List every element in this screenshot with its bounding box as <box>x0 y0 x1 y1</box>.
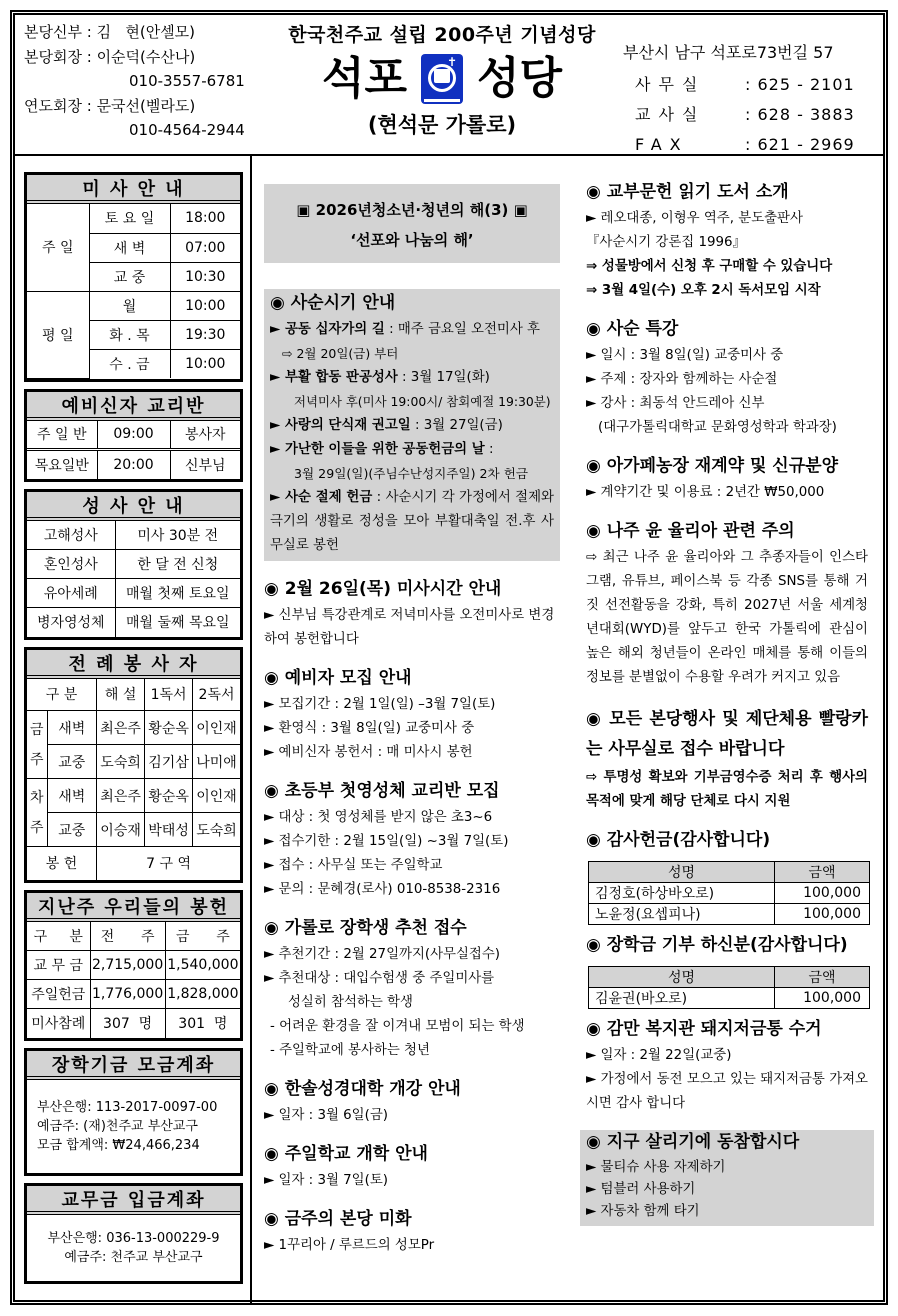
middle-column <box>264 184 560 1272</box>
week-label: 금주 <box>27 711 47 779</box>
reader1: 김기삼 <box>145 745 193 779</box>
staff-value: 이순덕(수산나) <box>96 47 196 66</box>
bank-account: 부산은행: 036-13-000229-9 <box>47 1230 220 1246</box>
lent-item: 3월 29일(일)(주님수난성지주일) 2차 헌금 <box>294 466 529 481</box>
section-line: ► 레오대종, 이형우 역주, 분도출판사 <box>586 211 803 226</box>
thanks-table <box>588 861 870 925</box>
section-title: ◉ 초등부 첫영성체 교리반 모집 <box>264 781 500 801</box>
class-name: 주 일 반 <box>27 421 97 450</box>
offerings-table <box>27 922 240 1038</box>
contact-value: : 625 - 2101 <box>745 75 855 94</box>
donor-name: 김윤권(바오로) <box>589 988 775 1009</box>
mass-day: 수 . 금 <box>89 349 170 378</box>
prev-week: 307 명 <box>90 1009 165 1038</box>
section-line: - 어려운 환경을 잘 이겨내 모범이 되는 학생 <box>270 1019 525 1034</box>
mass-day: 교 중 <box>89 262 170 291</box>
column-divider <box>250 156 252 1305</box>
item-text: : 매주 금요일 오전미사 후 <box>384 322 540 337</box>
box-title: 예비신자 교리반 <box>27 392 240 421</box>
column-header: 금액 <box>775 862 870 883</box>
section-title: ◉ 예비자 모집 안내 <box>264 668 412 688</box>
offering-label: 봉 헌 <box>27 847 97 880</box>
mass-time: 18:00 <box>170 204 240 233</box>
piggy-bank-collection <box>586 1017 868 1116</box>
section-title: ◉ 2월 26일(목) 미사시간 안내 <box>264 579 502 599</box>
section-title: ◉ 나주 윤 율리아 관련 주의 <box>586 521 795 541</box>
section-line: ► 추천대상 : 대입수험생 중 주일미사를 <box>264 971 495 986</box>
naju-warning <box>586 519 868 690</box>
banner-line: ‘선포와 나눔의 해’ <box>350 231 474 249</box>
mass-group: 평 일 <box>27 291 89 378</box>
parish-president: 본당회장 : 이순덕(수산나) <box>24 47 196 66</box>
mass-label: 새벽 <box>47 711 97 745</box>
sunday-school-notice <box>264 1142 560 1193</box>
bible-college-notice <box>264 1077 560 1128</box>
contact-label: 사무실 <box>635 75 706 94</box>
column-header: 구 분 <box>27 922 90 951</box>
church-name-right: 성당 <box>477 53 563 104</box>
donor-name: 김정호(하상바오로) <box>589 883 775 904</box>
section-line: ► 계약기간 및 이용료 : 2년간 ₩50,000 <box>586 485 825 500</box>
reader2: 이인재 <box>193 779 240 813</box>
sacrament-name: 병자영성체 <box>27 608 115 637</box>
section-title: ◉ 아가페농장 재계약 및 신규분양 <box>586 456 838 476</box>
contact-fax <box>623 130 855 160</box>
sacrament-name: 고해성사 <box>27 521 115 550</box>
staff-value: 문국선(벨라도) <box>96 96 196 115</box>
account-info <box>27 1080 240 1173</box>
commentator: 이승재 <box>97 813 145 847</box>
contact-teachers <box>623 100 855 130</box>
column-header: 1독서 <box>145 679 193 711</box>
box-title: 성 사 안 내 <box>27 492 240 521</box>
mass-day: 화 . 목 <box>89 320 170 349</box>
thanks-offering <box>586 828 868 925</box>
column-header: 전 주 <box>90 922 165 951</box>
section-text: ⇨ 투명성 확보와 기부금영수증 처리 후 행사의 목적에 맞게 해당 단체로 다시 지원 <box>586 770 868 809</box>
mass-day: 토 요 일 <box>89 204 170 233</box>
sacrament-info: 미사 30분 전 <box>115 521 240 550</box>
mass-table <box>27 204 240 379</box>
staff-phone: 010-3557-6781 <box>129 72 245 90</box>
item-label: ► 사순 절제 헌금 <box>270 490 373 505</box>
section-line: ► 추천기간 : 2월 27일까지(사무실접수) <box>264 947 501 962</box>
section-line: ► 모집기간 : 2월 1일(일) –3월 7일(토) <box>264 697 496 712</box>
scholarship-recommendation <box>264 916 560 1063</box>
lent-item <box>270 366 554 390</box>
section-title: ◉ 장학금 기부 하신분(감사합니다) <box>586 935 848 955</box>
box-title: 장학기금 모금계좌 <box>27 1051 240 1080</box>
liturgy-ministers <box>24 647 243 883</box>
section-line: (대구가톨릭대학교 문화영성학과 학과장) <box>598 420 837 435</box>
prev-week: 2,715,000 <box>90 951 165 980</box>
offering-type: 주일헌금 <box>27 980 90 1009</box>
parish-logo-icon: ✝ <box>421 54 463 104</box>
item-label: ► 가난한 이들을 위한 공동헌금의 날 <box>270 442 485 457</box>
class-time: 09:00 <box>97 421 170 450</box>
dues-account <box>24 1183 243 1284</box>
commentator: 도숙희 <box>97 745 145 779</box>
contact-office <box>623 70 855 100</box>
book-intro <box>586 180 868 303</box>
sacraments-info <box>24 489 243 640</box>
item-label: ► 사랑의 단식재 권고일 <box>270 418 411 433</box>
box-title: 지난주 우리들의 봉헌 <box>27 893 240 922</box>
mass-day: 새 벽 <box>89 233 170 262</box>
lent-section <box>264 289 560 561</box>
mass-label: 교중 <box>47 813 97 847</box>
mass-time: 10:30 <box>170 262 240 291</box>
donor-amount: 100,000 <box>775 904 870 925</box>
item-text: : 3월 27일(금) <box>410 418 503 433</box>
item-label: ► 공동 십자가의 길 <box>270 322 385 337</box>
bank-account: 부산은행: 113-2017-0097-00 <box>37 1099 218 1115</box>
section-line: ► 일자 : 3월 7일(토) <box>264 1173 388 1188</box>
section-title: ◉ 주일학교 개학 안내 <box>264 1144 428 1164</box>
column-header: 금 주 <box>165 922 240 951</box>
section-title: ◉ 금주의 본당 미화 <box>264 1209 412 1229</box>
this-week: 1,540,000 <box>165 951 240 980</box>
scholarship-account <box>24 1048 243 1176</box>
left-column <box>24 172 243 1291</box>
offering-type: 교 무 금 <box>27 951 90 980</box>
sacrament-name: 혼인성사 <box>27 550 115 579</box>
item-text: : 사순시기 각 가정에서 절제와 극기의 생활로 정성을 모아 부활대축일 전.후 사무실로 봉헌 <box>270 490 554 553</box>
section-line: ⇒ 3월 4일(수) 오후 2시 독서모임 시작 <box>586 283 821 298</box>
section-line: - 주일학교에 봉사하는 청년 <box>270 1043 430 1058</box>
mass-time: 07:00 <box>170 233 240 262</box>
section-title: ◉ 감만 복지관 돼지저금통 수거 <box>586 1019 822 1039</box>
section-line: ► 텀블러 사용하기 <box>586 1182 696 1197</box>
section-title: ◉ 지구 살리기에 동참합시다 <box>586 1132 800 1152</box>
reader2: 나미애 <box>193 745 240 779</box>
pastor: 본당신부 : 김 현(안셀모) <box>24 23 196 41</box>
section-line: ► 자동차 함께 타기 <box>586 1204 700 1219</box>
donor-amount: 100,000 <box>775 988 870 1009</box>
account-holder: 예금주: 천주교 부산교구 <box>64 1249 203 1265</box>
prev-week: 1,776,000 <box>90 980 165 1009</box>
section-line: ► 환영식 : 3월 8일(일) 교중미사 중 <box>264 721 475 736</box>
contact-value: : 621 - 2969 <box>745 135 855 154</box>
class-time: 20:00 <box>97 450 170 479</box>
column-header: 금액 <box>775 967 870 988</box>
lent-item <box>270 486 554 558</box>
lent-item <box>270 318 554 342</box>
catechumen-table <box>27 421 240 479</box>
section-line: ► 접수 : 사무실 또는 주일학교 <box>264 858 443 873</box>
class-teacher: 신부님 <box>170 450 240 479</box>
staff-info <box>24 20 245 143</box>
banner-line: ▣ 2026년청소년·청년의 해(3) ▣ <box>296 201 528 219</box>
section-line: ► 일시 : 3월 8일(일) 교중미사 중 <box>586 348 784 363</box>
mass-time: 19:30 <box>170 320 240 349</box>
lent-item <box>270 438 554 462</box>
reader1: 황순옥 <box>145 779 193 813</box>
week-label: 차주 <box>27 779 47 847</box>
lent-lecture <box>586 317 868 440</box>
section-line: ► 예비신자 봉헌서 : 매 미사시 봉헌 <box>264 745 473 760</box>
church-name <box>262 49 622 109</box>
mass-group: 주 일 <box>27 204 89 291</box>
lent-item: ⇨ 2월 20일(금) 부터 <box>282 346 399 361</box>
mass-time: 10:00 <box>170 291 240 320</box>
staff-label: 연도회장 <box>24 96 82 115</box>
section-line: ► 대상 : 첫 영성체를 받지 않은 초3~6 <box>264 810 493 825</box>
staff-phone: 010-4564-2944 <box>129 121 245 139</box>
commentator: 최은주 <box>97 711 145 745</box>
sacrament-info: 매월 첫째 토요일 <box>115 579 240 608</box>
section-text: ⇨ 최근 나주 윤 율리아와 그 추종자들이 인스타그램, 유튜브, 페이스북 등 각종 SNS를 통해 거짓 선전활동을 강화, 특히 2027년 서울 세계청년대회(WYD)를 앞두고 한국 가톨릭에 관심이 높은 해외 청년들이 온라인 매체를 통해 이들의 정보를 분별없이 수용할 우려가 커지고 있음 <box>586 550 868 685</box>
sacrament-info: 매월 둘째 목요일 <box>115 608 240 637</box>
prayer-president: 연도회장 : 문국선(벨라도) <box>24 96 196 115</box>
section-line: ► 접수기한 : 2월 15일(일) ~3월 7일(토) <box>264 834 509 849</box>
column-header: 성명 <box>589 967 775 988</box>
account-holder: 예금주: (재)천주교 부산교구 <box>37 1118 198 1134</box>
reader2: 이인재 <box>193 711 240 745</box>
section-line: ► 신부님 특강관계로 저녁미사를 오전미사로 변경하여 봉헌합니다 <box>264 608 555 647</box>
section-title: ◉ 가롤로 장학생 추천 접수 <box>264 918 467 938</box>
this-week: 301 명 <box>165 1009 240 1038</box>
section-line: ⇒ 성물방에서 신청 후 구매할 수 있습니다 <box>586 259 833 274</box>
item-label: ► 부활 합동 판공성사 <box>270 370 398 385</box>
lent-item <box>270 414 554 438</box>
mass-schedule <box>24 172 243 382</box>
right-column <box>586 180 868 1240</box>
church-subtitle: 한국천주교 설립 200주년 기념성당 <box>288 24 596 46</box>
mass-label: 교중 <box>47 745 97 779</box>
farm-contract <box>586 454 868 505</box>
mass-time-notice <box>264 577 560 652</box>
sacrament-info: 한 달 전 신청 <box>115 550 240 579</box>
section-title: ◉ 사순 특강 <box>586 319 679 339</box>
item-text: : 3월 17일(화) <box>397 370 490 385</box>
account-info <box>27 1215 240 1281</box>
offering-value: 7 구 역 <box>97 847 240 880</box>
section-line: ► 일자 : 2월 22일(교중) <box>586 1048 732 1063</box>
church-title-block <box>262 20 622 139</box>
scholarship-donor-table <box>588 966 870 1009</box>
donor-amount: 100,000 <box>775 883 870 904</box>
section-line: ► 물티슈 사용 자제하기 <box>586 1160 726 1175</box>
box-title: 전 례 봉 사 자 <box>27 650 240 679</box>
box-title: 미 사 안 내 <box>27 175 240 204</box>
year-theme-banner <box>264 184 560 263</box>
section-line: ► 강사 : 최동석 안드레아 신부 <box>586 396 765 411</box>
scholarship-donors <box>586 933 868 1009</box>
section-line: ► 1꾸리아 / 루르드의 성모Pr <box>264 1238 435 1253</box>
save-earth <box>580 1130 874 1226</box>
class-name: 목요일반 <box>27 450 97 479</box>
staff-label: 본당신부 <box>24 23 82 41</box>
section-title: ◉ 사순시기 안내 <box>270 293 396 313</box>
section-title: ◉ 교부문헌 읽기 도서 소개 <box>586 182 789 202</box>
patron-saint: (현석문 가롤로) <box>367 113 517 137</box>
section-line: ► 주제 : 장자와 함께하는 사순절 <box>586 372 778 387</box>
reader1: 박태성 <box>145 813 193 847</box>
contact-label: 교사실 <box>635 105 706 124</box>
box-title: 교무금 입금계좌 <box>27 1186 240 1215</box>
catechumen-recruit <box>264 666 560 765</box>
section-title: ◉ 한솔성경대학 개강 안내 <box>264 1079 461 1099</box>
sacrament-name: 유아세례 <box>27 579 115 608</box>
cleaning-duty <box>264 1207 560 1258</box>
contact-label: FAX <box>635 135 689 154</box>
mass-day: 월 <box>89 291 170 320</box>
section-title: ◉ 모든 본당행사 및 제단체용 빨랑카는 사무실로 접수 바랍니다 <box>586 709 868 759</box>
section-line: ► 가정에서 동전 모으고 있는 돼지저금통 가져오시면 감사 합니다 <box>586 1072 868 1111</box>
first-communion-recruit <box>264 779 560 902</box>
mass-label: 새벽 <box>47 779 97 813</box>
total-raised: 모금 합계액: ₩24,466,234 <box>37 1137 200 1153</box>
contact-block <box>623 38 855 160</box>
reader2: 도숙희 <box>193 813 240 847</box>
section-title: ◉ 감사헌금(감사합니다) <box>586 830 771 850</box>
column-header: 해 설 <box>97 679 145 711</box>
contact-value: : 628 - 3883 <box>745 105 855 124</box>
sacraments-table <box>27 521 240 637</box>
donor-name: 노윤정(요셉피나) <box>589 904 775 925</box>
liturgy-table <box>27 679 240 880</box>
offering-type: 미사참례 <box>27 1009 90 1038</box>
mass-time: 10:00 <box>170 349 240 378</box>
section-line: ► 문의 : 문혜경(로사) 010-8538-2316 <box>264 882 501 897</box>
column-header: 성명 <box>589 862 775 883</box>
section-line: 『사순시기 강론집 1996』 <box>586 235 746 250</box>
section-line: ► 일자 : 3월 6일(금) <box>264 1108 388 1123</box>
lent-item: 저녁미사 후(미사 19:00시/ 참회예절 19:30분) <box>294 394 551 409</box>
class-teacher: 봉사자 <box>170 421 240 450</box>
this-week: 1,828,000 <box>165 980 240 1009</box>
catechumen-class <box>24 389 243 482</box>
staff-value: 김 현(안셀모) <box>96 23 196 41</box>
column-header: 2독서 <box>193 679 240 711</box>
envelope-notice <box>586 704 868 814</box>
column-header: 구 분 <box>27 679 97 711</box>
staff-label: 본당회장 <box>24 47 82 66</box>
address: 부산시 남구 석포로73번길 57 <box>623 43 834 62</box>
commentator: 최은주 <box>97 779 145 813</box>
church-name-left: 석포 <box>321 53 407 104</box>
weekly-offerings <box>24 890 243 1041</box>
reader1: 황순옥 <box>145 711 193 745</box>
item-text: : <box>484 442 494 457</box>
section-line: 성실히 참석하는 학생 <box>288 995 413 1010</box>
